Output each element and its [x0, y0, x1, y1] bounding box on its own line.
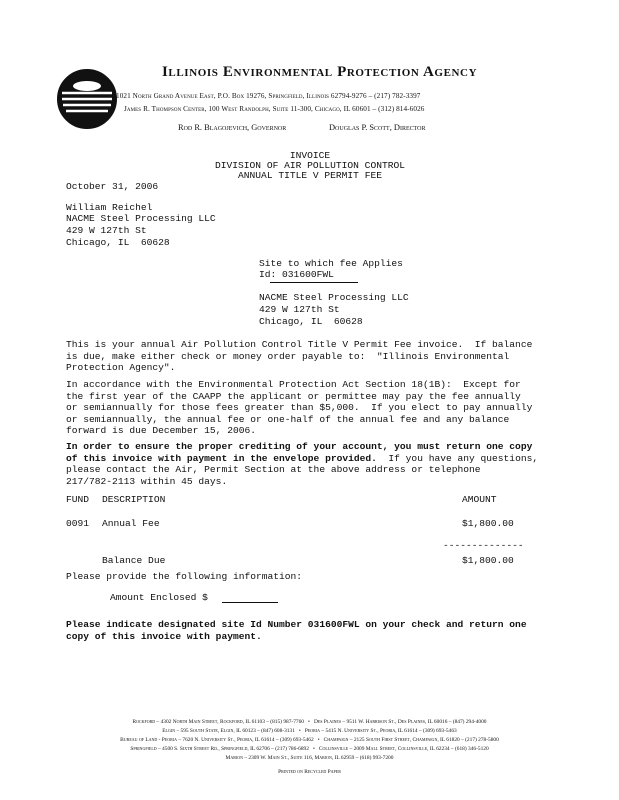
- recipient-city: Chicago, IL 60628: [66, 237, 170, 248]
- closing-instructions: Please indicate designated site Id Number 031600FWL on your check and return one copy of this invoice with payment.: [66, 619, 527, 642]
- footer-offices-line2: Elgin – 595 South State, Elgin, IL 60123 – (847) 608-3131 • Peoria – 5415 N. University St., Peoria, IL 61614 – (309) 693-5463: [162, 728, 457, 734]
- recipient-name: William Reichel: [66, 202, 153, 213]
- column-header-description: DESCRIPTION: [102, 494, 166, 505]
- recycled-paper-note: Printed on Recycled Paper: [278, 769, 341, 775]
- recipient-company: NACME Steel Processing LLC: [66, 213, 216, 224]
- amount-enclosed-blank[interactable]: [222, 602, 278, 603]
- amount-enclosed-label: Amount Enclosed $: [110, 592, 208, 603]
- site-city: Chicago, IL 60628: [259, 316, 363, 327]
- site-id-underline: [270, 282, 358, 283]
- footer-offices-line4: Springfield – 4500 S. Sixth Street Rd., Springfield, IL 62706 – (217) 786-6892 • Collinsville – 2009 Mall Street, Collinsville, IL 62234 – (618) 346-5120: [130, 746, 489, 752]
- footer-offices-line1: Rockford – 4302 North Main Street, Rockford, IL 61103 – (815) 987-7760 • Des Plaines – 9511 W. Harrison St., Des Plaines, IL 60016 – (847) 294-4000: [132, 719, 487, 725]
- division-title: DIVISION OF AIR POLLUTION CONTROL: [215, 160, 405, 171]
- fee-title: ANNUAL TITLE V PERMIT FEE: [238, 170, 382, 181]
- column-header-amount: AMOUNT: [462, 494, 497, 505]
- intro-paragraph: This is your annual Air Pollution Control Title V Permit Fee invoice. If balance is due, make either check or money order payable to: "Illinois Environmental Protection Agency".: [66, 339, 533, 373]
- balance-due-amount: $1,800.00: [462, 555, 514, 566]
- fee-row-fund: 0091: [66, 518, 90, 529]
- return-instructions-paragraph: [66, 441, 538, 487]
- site-label: Site to which fee Applies: [259, 258, 403, 269]
- footer-offices-line3: Bureau of Land - Peoria – 7620 N. University St., Peoria, IL 61614 – (309) 693-5462 • Champaign – 2125 South First Street, Champaign, IL 61820 – (217) 278-5800: [120, 737, 499, 743]
- column-header-fund: FUND: [66, 494, 90, 505]
- site-street: 429 W 127th St: [259, 304, 340, 315]
- letterhead-director: Douglas P. Scott, Director: [329, 123, 426, 132]
- letterhead-governor: Rod R. Blagojevich, Governor: [178, 123, 287, 132]
- recipient-street: 429 W 127th St: [66, 225, 147, 236]
- fee-row-amount: $1,800.00: [462, 518, 514, 529]
- return-instructions-contact: If you have any questions, please contact the Air, Permit Section at the above address or telephone 217/782-2113 within 45 days.: [66, 452, 539, 487]
- agency-seal-logo: [56, 68, 118, 130]
- fee-row-description: Annual Fee: [102, 518, 160, 529]
- balance-due-label: Balance Due: [102, 555, 166, 566]
- site-id-line: [259, 269, 334, 281]
- total-divider: --------------: [443, 540, 524, 551]
- invoice-date: October 31, 2006: [66, 181, 159, 192]
- invoice-title: INVOICE: [289, 150, 331, 161]
- site-id-label: Id:: [259, 269, 277, 280]
- site-company: NACME Steel Processing LLC: [259, 292, 409, 303]
- site-id-value: 031600FWL: [282, 269, 334, 280]
- letterhead-address-line2: James R. Thompson Center, 100 West Randolph, Suite 11-300, Chicago, IL 60601 – (312) 814-6026: [124, 105, 425, 113]
- payment-terms-paragraph: In accordance with the Environmental Protection Act Section 18(1B): Except for the first year of the CAAPP the applicant or permittee may pay the fee annually or semiannually for those fees greater than $5,000. If you elect to pay annually or semiannually, the annual fee or one-half of the annual fee and any balance forward is due December 15, 2006.: [66, 379, 533, 436]
- letterhead-address-line1: 1021 North Grand Avenue East, P.O. Box 19276, Springfield, Illinois 62794-9276 – (217) 782-3397: [116, 92, 421, 100]
- info-prompt: Please provide the following information:: [66, 571, 303, 582]
- return-instructions-emphasis: In order to ensure the proper crediting of your account, you must return one copy of this invoice with payment in the envelope provided.: [66, 441, 533, 464]
- footer-offices-line5: Marion – 2309 W. Main St., Suite 116, Marion, IL 62959 – (618) 993-7200: [225, 755, 394, 761]
- agency-name: Illinois Environmental Protection Agency: [162, 64, 478, 80]
